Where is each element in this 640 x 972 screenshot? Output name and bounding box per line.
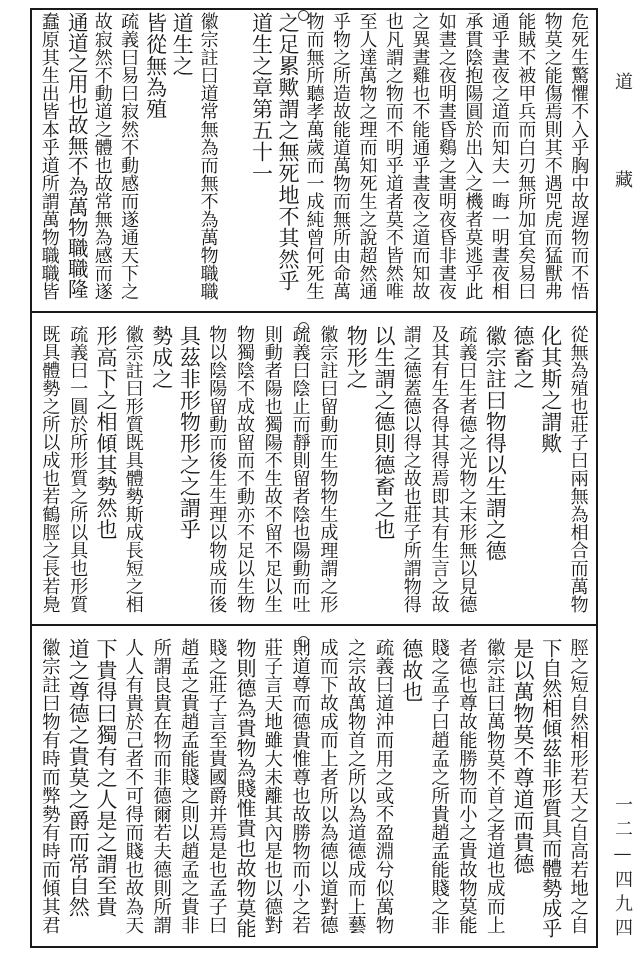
page-number: 一二—四九四 (612, 795, 633, 942)
text-column: 徽宗註曰形質既具體勢斯成長短之相 (122, 325, 144, 613)
text-column: 形高下之相傾其勢然也 (94, 325, 118, 540)
panel-divider-lower (30, 624, 598, 626)
text-column: 所謂良貴在物而非德爾若夫德則所謂 (150, 638, 172, 934)
text-column: 脛之短自然相形若天之自高若地之自 (567, 638, 589, 934)
text-column: 徽宗註曰物有時而弊勢有時而傾其君 (39, 638, 61, 934)
text-column: 疏義曰生者德之光物之末形無以見德 (456, 325, 478, 613)
text-column: 之宗故萬物首之所以為道德成而上藝 (345, 638, 367, 934)
text-column: 能賊不被甲兵而白刃無所加宜矣易曰 (515, 12, 537, 300)
text-column: 危死生驚懼不入乎胸中故遅物而不悟 (568, 12, 590, 300)
text-column: 之異晝雞也不能通乎晝夜之道而知故 (409, 12, 431, 300)
collection-marker: 藏 (612, 170, 633, 194)
text-column: 徽宗註曰萬物莫不首之者道也成而上 (484, 638, 506, 934)
text-column: 道生之章第五十一 (249, 12, 274, 184)
text-column: 既具體勢之所以成也若鶴脛之長若鳧 (39, 325, 61, 613)
text-column: 物形之 (344, 325, 369, 390)
text-column: 化其斯之謂歟 (538, 325, 563, 454)
text-column: 徽宗註曰留動而生物物生成理謂之形 (317, 325, 339, 613)
book-title-marker: 道 (612, 72, 633, 96)
text-column: 皆從無為殖 (143, 12, 168, 120)
text-column: 賤之莊子言至貴國爵并焉是也孟子曰 (206, 638, 228, 934)
text-column: 下貴得曰獨有之人是之謂至貴 (94, 638, 118, 918)
text-column: 物則德為貴物為賤惟貴也故物莫能 (233, 638, 257, 938)
panel-divider-upper (30, 311, 598, 313)
text-column: 物獨陰不成故留而不動亦不足以生物 (234, 325, 255, 613)
text-column: 物以陰陽留動而後生生理以物成而後 (206, 325, 228, 613)
text-column: 疏義曰一圓於所形質之所以具也形質 (67, 325, 89, 613)
text-column: 謂之德蓋德以得之故也莊子所謂物得 (400, 325, 422, 613)
text-panel-middle (32, 325, 596, 621)
text-column: 之足累歟謂之無死地不其然乎 (276, 12, 301, 292)
text-column: 成而下故成而上者所以為德以道對德 (317, 638, 339, 934)
text-column: 勢成之 (149, 325, 174, 390)
text-column: 下自然相傾茲非形質具而體勢成乎 (538, 638, 563, 938)
text-column: 人人有貴於己者不可得而賤也故為天 (122, 638, 144, 934)
text-column: 疏義曰易曰寂然不動感而遂通天下之 (118, 12, 140, 300)
text-column: 至人達萬物之理而知死生之說超然通 (356, 12, 378, 300)
text-column: 疏義曰陰止而靜則留者陰也陽動而吐 (289, 325, 311, 613)
text-column: 徽宗註曰物得以生謂之德 (483, 325, 508, 562)
text-column: 德畜之 (511, 325, 535, 390)
text-column: 疏義曰道沖而用之或不盈淵兮似萬物 (373, 638, 394, 934)
text-column: 物莫之能傷焉則其不遇兕虎而猛獸弗 (541, 12, 563, 300)
text-column: 者德也尊故能勝物而小之貴故物莫能 (456, 638, 478, 934)
text-column: 也凡謂之物而不明乎道者莫不皆然唯 (382, 12, 404, 300)
text-column: 則動者陽也獨陽不生故不留不足以生 (261, 325, 283, 613)
text-column: 是以萬物莫不尊道而貴德 (511, 638, 535, 875)
text-column: 通乎晝夜之道而知夫一晦一明晝夜相 (488, 12, 510, 300)
text-column: 從無為殖也莊子曰兩無為相合而萬物 (567, 325, 589, 613)
text-panel-bottom (32, 638, 596, 944)
text-column: 德故也 (399, 638, 424, 703)
text-column: 徽宗註曰道常無為而無不為萬物職職 (197, 12, 219, 300)
text-column: 莊子言天地雖大未離其內是也以德對 (261, 638, 283, 934)
text-column: 則道尊而德貴惟尊也故勝物而小之若 (289, 638, 311, 934)
text-column: 道生之 (170, 12, 195, 77)
text-column: 具茲非形物形之之謂乎 (177, 325, 202, 540)
text-column: 道之尊德之貴莫之爵而常自然 (66, 638, 91, 918)
text-column: 趙孟之貴趙孟能賤之則以趙孟之貴非 (178, 638, 200, 934)
text-column: 及其有生各得其得焉即其有生言之故 (428, 325, 450, 613)
text-column: 物而無所聽孝萬歲而一成純曾何死生 (303, 12, 325, 300)
text-column: 賤之孟子曰趙孟之所貴趙孟能賤之非 (428, 638, 450, 934)
text-column: 蠢原其生出皆本乎道所謂萬物職職皆 (38, 12, 60, 300)
text-column: 承貫陰抱陽圓於出入之機者莫逃乎此 (462, 12, 484, 300)
text-column: 故寂然不動道之體也故常無為感而遂 (91, 12, 113, 300)
text-column: 以生謂之德則德畜之也 (372, 325, 396, 540)
text-panel-top (32, 12, 596, 308)
text-column: 乎物之所造故能道萬物而無所由命萬 (329, 12, 351, 300)
text-column: 通道之用也故無不為萬物職職隆 (64, 12, 89, 299)
text-column: 如晝之夜明晝昏鷄之晝明夜昏非晝夜 (435, 12, 457, 300)
